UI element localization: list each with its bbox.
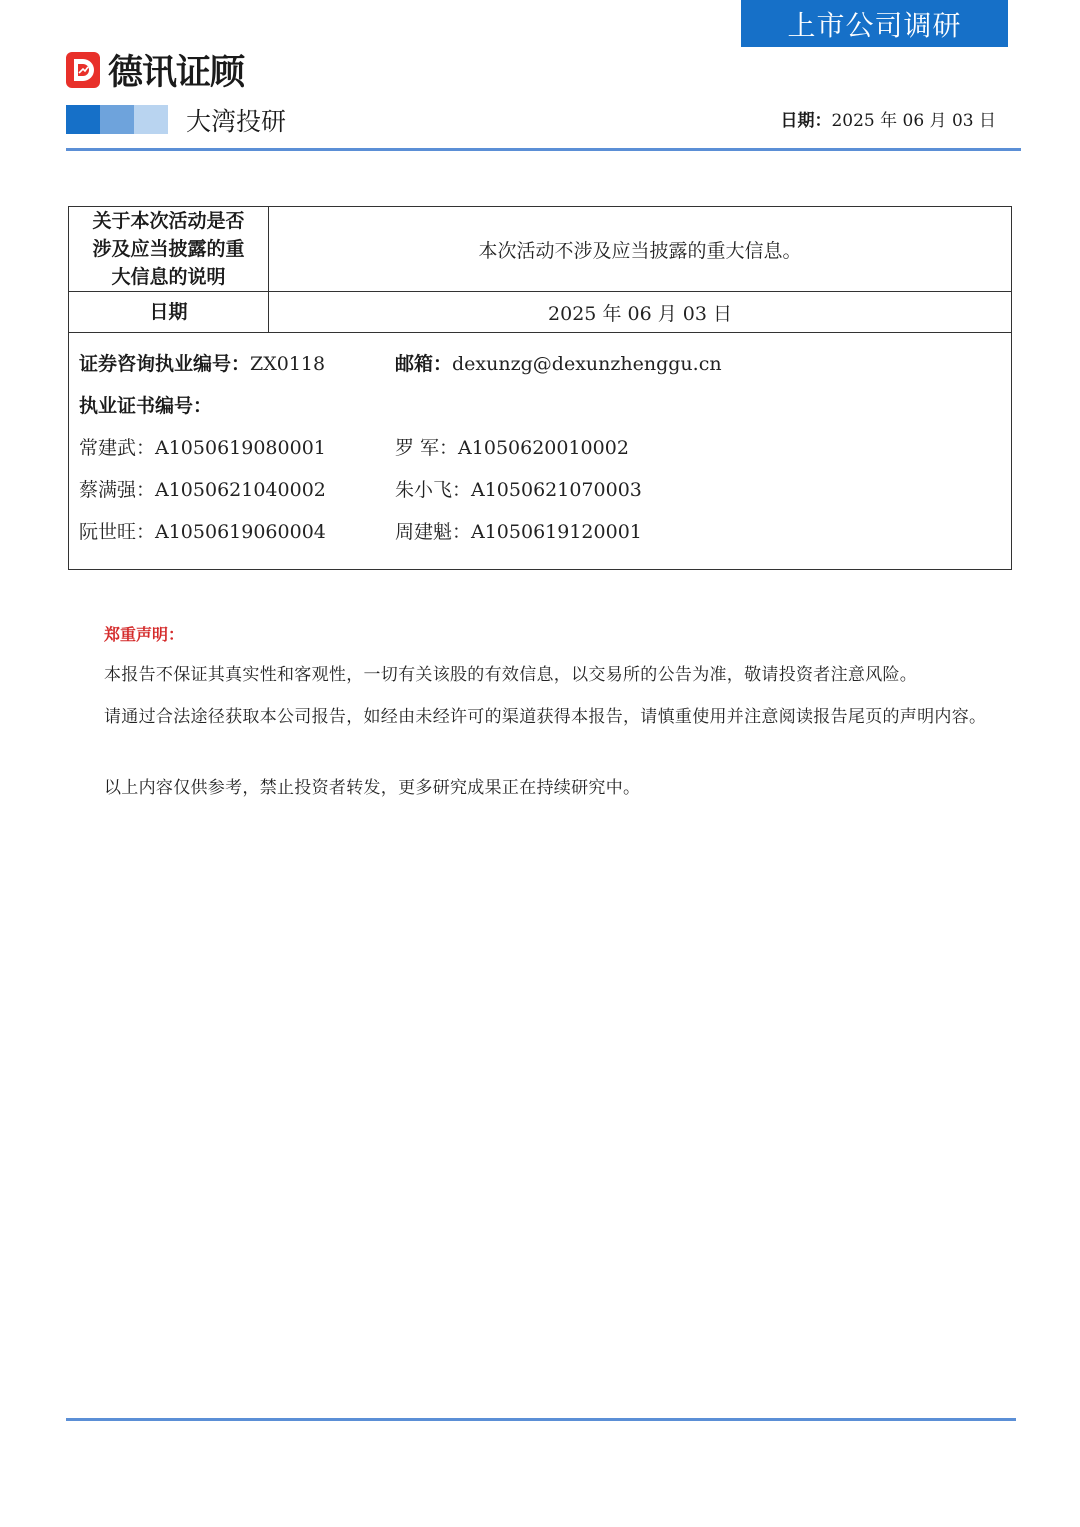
date-value-cell: 2025 年 06 月 03 日	[269, 292, 1012, 333]
advisor-cert: 蔡满强：A1050621040002	[79, 479, 326, 501]
brand-bar-mid	[100, 105, 134, 134]
contact-row	[79, 427, 1011, 469]
advisor-cert: 周建魁：A1050619120001	[395, 521, 642, 543]
advisor-cert: 朱小飞：A1050621070003	[395, 479, 642, 501]
disclosure-label-line: 大信息的说明	[111, 266, 226, 288]
company-logo	[66, 50, 245, 93]
license-value: ZX0118	[250, 353, 326, 375]
contact-row	[79, 343, 1011, 385]
advisor-cert: 常建武：A1050619080001	[79, 437, 326, 459]
disclosure-label-line: 关于本次活动是否	[92, 210, 245, 232]
contact-info-cell	[69, 333, 1012, 570]
notice-paragraph: 请通过合法途径获取本公司报告，如经由未经许可的渠道获得本报告，请慎重使用并注意阅读报告尾页的声明内容。	[104, 707, 987, 727]
notice-paragraph: 本报告不保证其真实性和客观性，一切有关该股的有效信息，以交易所的公告为准，敬请投资者注意风险。	[104, 665, 918, 685]
contact-row	[79, 385, 1011, 427]
license-label: 证券咨询执业编号：	[79, 353, 251, 375]
email-label: 邮箱：	[395, 353, 453, 375]
cert-label: 执业证书编号：	[79, 395, 213, 417]
report-date-value: 2025 年 06 月 03 日	[831, 111, 996, 131]
report-date-label: 日期：	[780, 111, 832, 131]
sub-brand-title: 大湾投研	[186, 107, 287, 136]
table-row	[69, 333, 1012, 570]
brand-bar-dark	[66, 105, 100, 134]
report-date	[780, 106, 996, 131]
table-row	[69, 207, 1012, 292]
contact-row	[79, 511, 1011, 553]
logo-d-icon	[66, 52, 100, 88]
disclosure-table	[68, 206, 1012, 570]
logo-text: 德讯证顾	[108, 53, 245, 93]
advisor-cert: 阮世旺：A1050619060004	[79, 521, 326, 543]
brand-bar-light	[134, 105, 168, 134]
brand-color-bars	[66, 105, 168, 134]
email-value[interactable]: dexunzg@dexunzhenggu.cn	[452, 353, 722, 375]
disclosure-label-cell	[69, 207, 269, 292]
advisor-cert: 罗 军：A1050620010002	[395, 437, 629, 459]
disclosure-label-line: 涉及应当披露的重	[92, 238, 245, 260]
header-divider	[66, 148, 1021, 151]
contact-row	[79, 469, 1011, 511]
notice-paragraph: 以上内容仅供参考，禁止投资者转发，更多研究成果正在持续研究中。	[104, 778, 641, 798]
footer-divider	[66, 1418, 1016, 1421]
notice-title: 郑重声明：	[104, 625, 185, 644]
disclosure-value-cell: 本次活动不涉及应当披露的重大信息。	[269, 207, 1012, 292]
date-label-cell: 日期	[69, 292, 269, 333]
table-row	[69, 292, 1012, 333]
report-type-badge: 上市公司调研	[741, 0, 1008, 47]
